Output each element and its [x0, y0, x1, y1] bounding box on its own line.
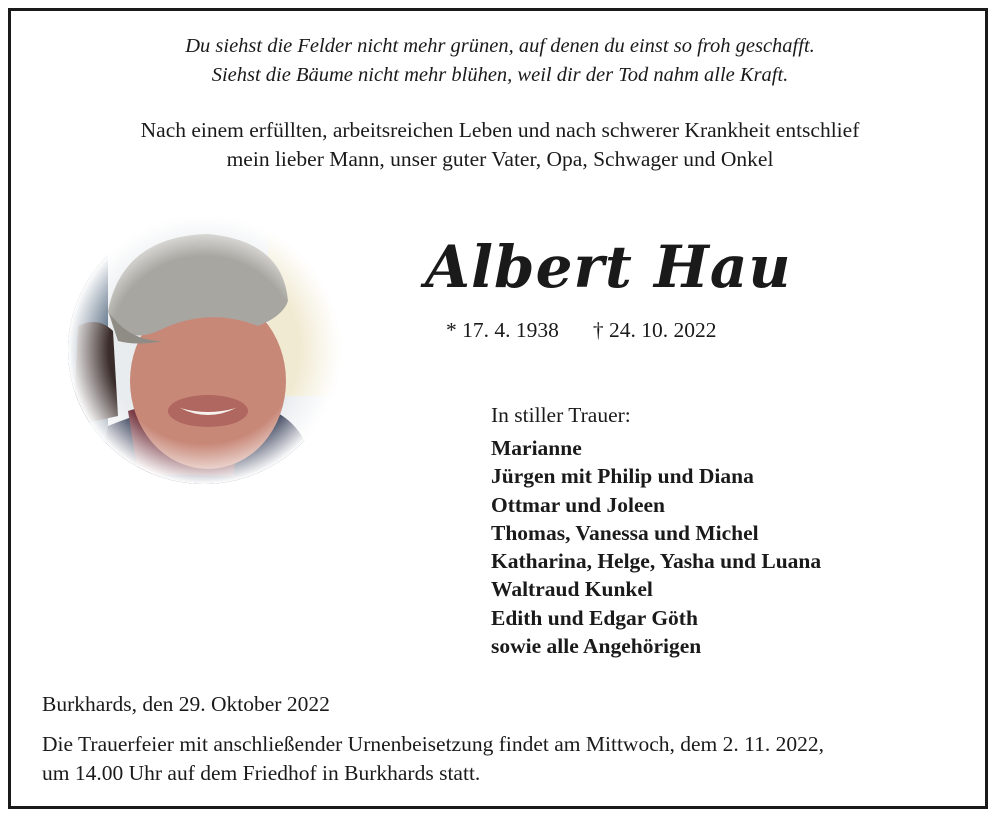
ceremony-line-1: Die Trauerfeier mit anschließender Urnenbeisetzung findet am Mittwoch, dem 2. 11. 2022,: [42, 732, 824, 756]
poem-line-1: Du siehst die Felder nicht mehr grünen, auf denen du einst so froh geschafft.: [185, 35, 815, 57]
mourner-name: Edith und Edgar Göth: [491, 605, 698, 630]
life-dates: [446, 316, 717, 344]
mourner-name: Katharina, Helge, Yasha und Luana: [491, 549, 822, 574]
birth-date: * 17. 4. 1938: [446, 318, 559, 342]
mourning-label: In stiller Trauer:: [491, 403, 631, 427]
intro-line-1: Nach einem erfüllten, arbeitsreichen Leben und nach schwerer Krankheit entschlief: [140, 118, 860, 142]
mourner-name: Ottmar und Joleen: [491, 492, 665, 517]
place-and-date: Burkhards, den 29. Oktober 2022: [42, 692, 330, 716]
mourner-name: Waltraud Kunkel: [491, 577, 653, 602]
death-date: † 24. 10. 2022: [592, 318, 717, 342]
mourner-name: sowie alle Angehörigen: [491, 634, 702, 659]
intro-line-2: mein lieber Mann, unser guter Vater, Opa, Schwager und Onkel: [226, 147, 774, 171]
deceased-name: Albert Hau: [425, 233, 792, 301]
poem-line-2: Siehst die Bäume nicht mehr blühen, weil dir der Tod nahm alle Kraft.: [211, 64, 789, 86]
ceremony-line-2: um 14.00 Uhr auf dem Friedhof in Burkhards statt.: [42, 760, 481, 785]
portrait-photo: [68, 216, 340, 484]
mourner-name: Jürgen mit Philip und Diana: [491, 464, 754, 489]
poem: [0, 32, 1000, 90]
mourner-name: Marianne: [491, 436, 582, 460]
ceremony-info: [42, 730, 962, 787]
mourners-list: [491, 434, 821, 660]
intro-text: [0, 116, 1000, 174]
mourner-name: Thomas, Vanessa und Michel: [491, 520, 759, 545]
